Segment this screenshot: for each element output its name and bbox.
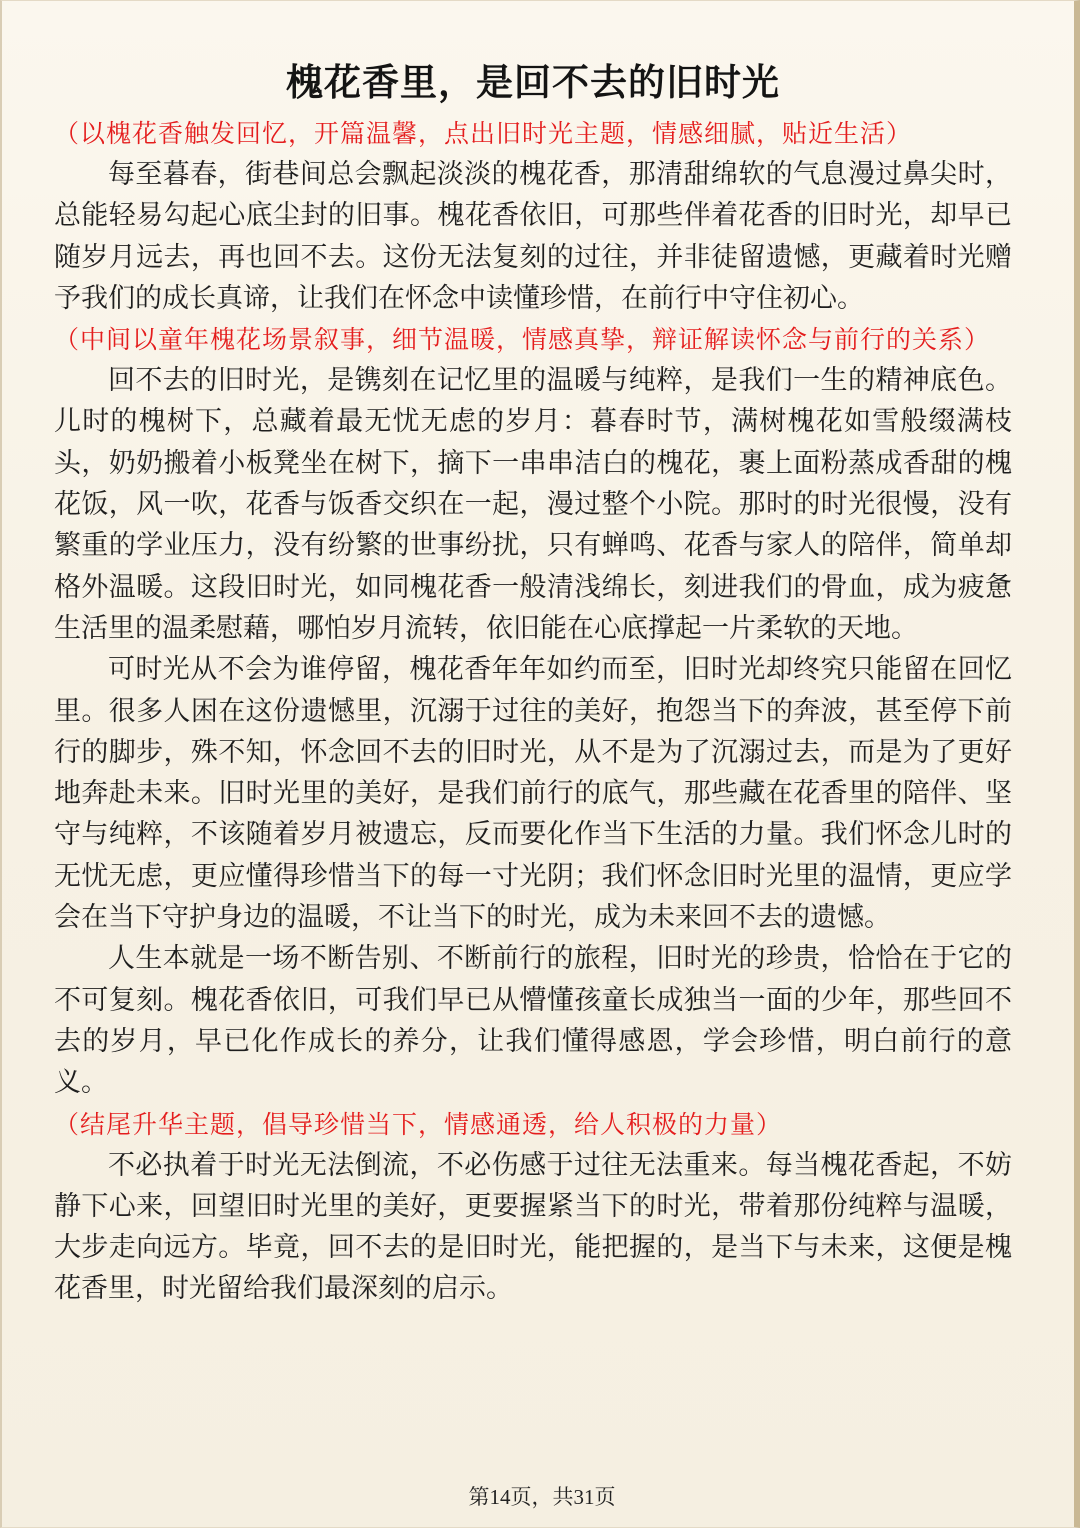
annotation-middle: （中间以童年槐花场景叙事，细节温暖，情感真挚，辩证解读怀念与前行的关系） <box>54 325 991 355</box>
paragraph-5: 不必执着于时光无法倒流，不必伤感于过往无法重来。每当槐花香起，不妨静下心来，回望旧时光里的美好，更要握紧当下的时光，带着那份纯粹与温暖，大步走向远方。毕竟，回不去的是旧时光，能把握的，是当下与未来，这便是槐花香里，时光留给我们最深刻的启示。 <box>54 1149 1012 1305</box>
annotation-ending: （结尾升华主题，倡导珍惜当下，情感通透，给人积极的力量） <box>54 1109 783 1139</box>
paragraph-1: 每至暮春，街巷间总会飘起淡淡的槐花香，那清甜绵软的气息漫过鼻尖时，总能轻易勾起心底尘封的旧事。槐花香依旧，可那些伴着花香的旧时光，却早已随岁月远去，再也回不去。这份无法复刻的过往，并非徒留遗憾，更藏着时光赠予我们的成长真谛，让我们在怀念中读懂珍惜，在前行中守住初心。 <box>54 159 1012 314</box>
page-number: 第14页，共31页 <box>468 1485 616 1509</box>
annotation-opening: （以槐花香触发回忆，开篇温馨，点出旧时光主题，情感细腻，贴近生活） <box>54 119 913 148</box>
document-body <box>54 51 1012 1310</box>
essay-title: 槐花香里，是回不去的旧时光 <box>286 60 780 104</box>
paragraph-2: 回不去的旧时光，是镌刻在记忆里的温暖与纯粹，是我们一生的精神底色。儿时的槐树下，总藏着最无忧无虑的岁月：暮春时节，满树槐花如雪般缀满枝头，奶奶搬着小板凳坐在树下，摘下一串串洁白的槐花，裹上面粉蒸成香甜的槐花饭，风一吹，花香与饭香交织在一起，漫过整个小院。那时的时光很慢，没有繁重的学业压力，没有纷繁的世事纷扰，只有蝉鸣、花香与家人的陪伴，简单却格外温暖。这段旧时光，如同槐花香一般清浅绵长，刻进我们的骨血，成为疲惫生活里的温柔慰藉，哪怕岁月流转，依旧能在心底撑起一片柔软的天地。 <box>54 365 1012 644</box>
paragraph-4: 人生本就是一场不断告别、不断前行的旅程，旧时光的珍贵，恰恰在于它的不可复刻。槐花香依旧，可我们早已从懵懂孩童长成独当一面的少年，那些回不去的岁月，早已化作成长的养分，让我们懂得感恩，学会珍惜，明白前行的意义。 <box>54 943 1012 1099</box>
paragraph-3: 可时光从不会为谁停留，槐花香年年如约而至，旧时光却终究只能留在回忆里。很多人困在这份遗憾里，沉溺于过往的美好，抱怨当下的奔波，甚至停下前行的脚步，殊不知，怀念回不去的旧时光，从不是为了沉溺过去，而是为了更好地奔赴未来。旧时光里的美好，是我们前行的底气，那些藏在花香里的陪伴、坚守与纯粹，不该随着岁月被遗忘，反而要化作当下生活的力量。我们怀念儿时的无忧无虑，更应懂得珍惜当下的每一寸光阴；我们怀念旧时光里的温情，更应学会在当下守护身边的温暖，不让当下的时光，成为未来回不去的遗憾。 <box>54 654 1012 934</box>
